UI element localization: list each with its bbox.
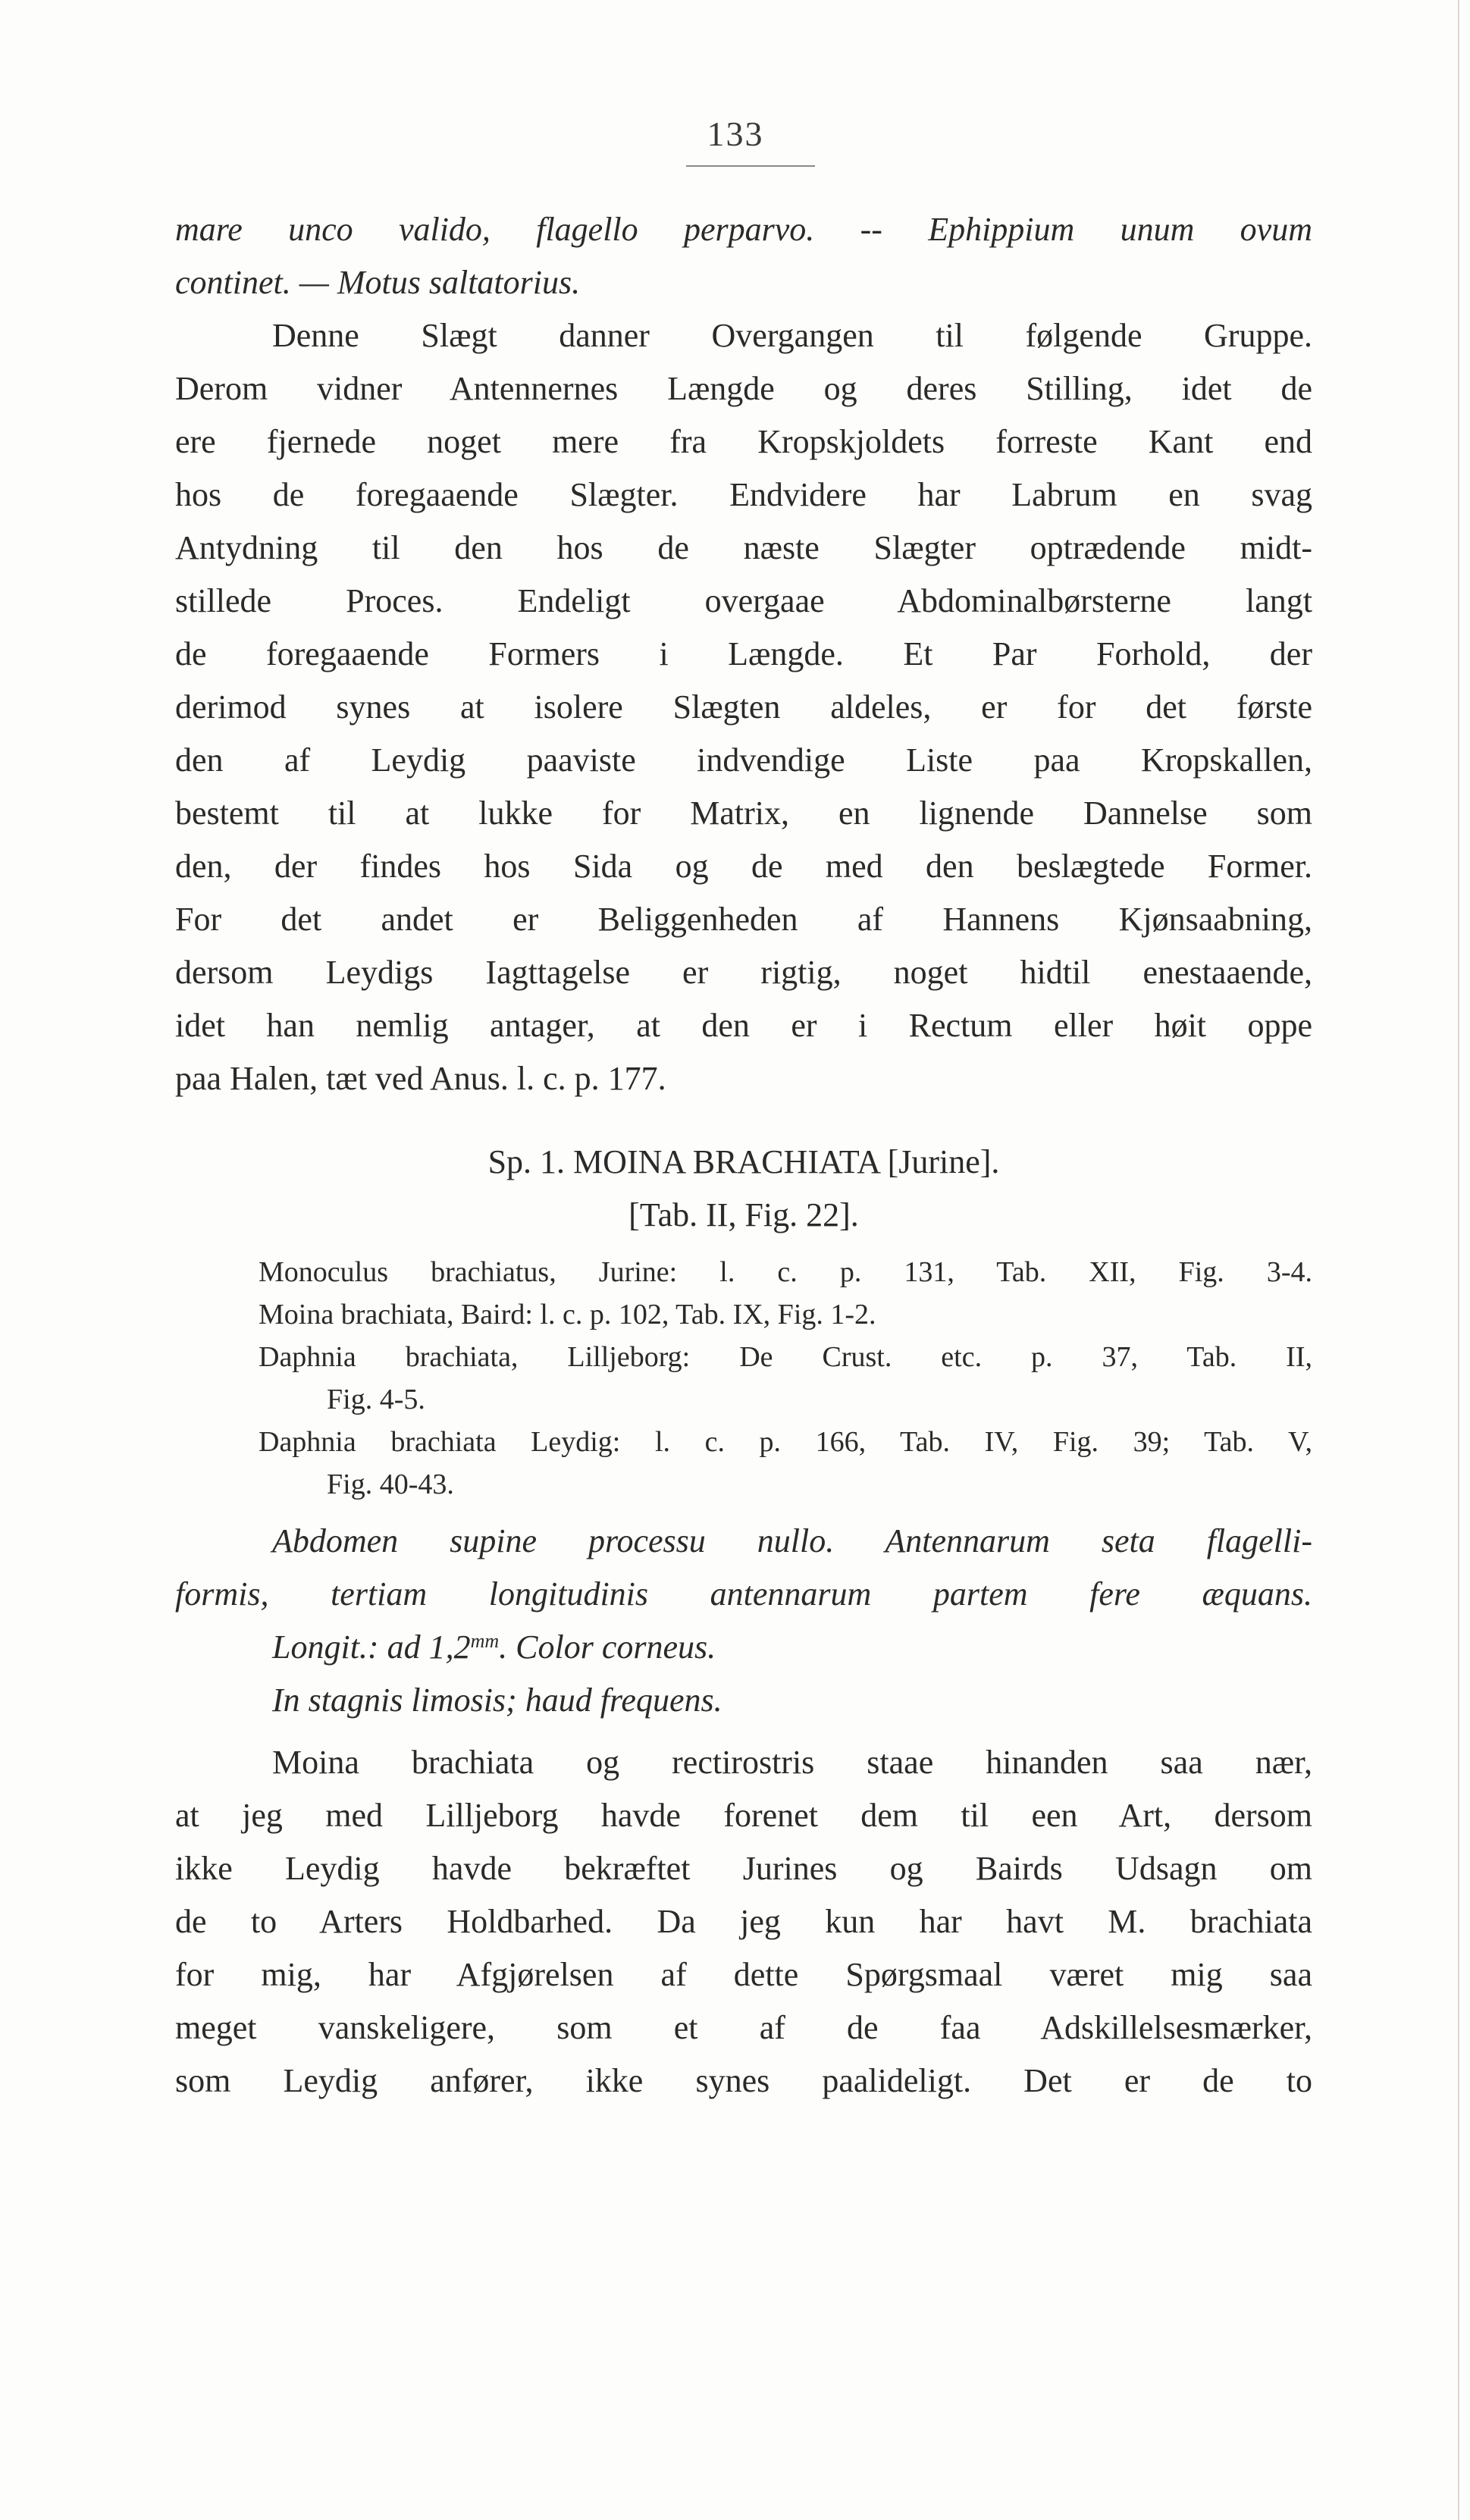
section-spacer [175,1506,1312,1515]
paragraph-line: dersom Leydigs Iagttagelse er rigtig, noget hidtil enestaaende, [175,954,1312,991]
page-content [175,203,1312,2108]
paragraph-line: derimod synes at isolere Slægten aldeles, er for det første [175,688,1312,726]
synonym-entry-continued: Fig. 40-43. [327,1468,454,1500]
length-suffix: . Color corneus. [499,1628,716,1666]
page-edge-shadow [1458,0,1459,2520]
paragraph-line: for mig, har Afgjørelsen af dette Spørgsmaal været mig saa [175,1956,1312,1993]
paragraph-line: Antydning til den hos de næste Slægter optrædende midt- [175,529,1312,566]
intro-line: mare unco valido, flagello perparvo. -- Ephippium unum ovum [175,211,1312,248]
species-tab-reference: [Tab. II, Fig. 22]. [628,1196,859,1233]
synonym-entry: Daphnia brachiata Leydig: l. c. p. 166, Tab. IV, Fig. 39; Tab. V, [259,1426,1312,1458]
length-prefix: Longit.: ad 1,2 [272,1628,471,1666]
paragraph-line: den, der findes hos Sida og de med den beslægtede Former. [175,848,1312,885]
paragraph-line: hos de foregaaende Slægter. Endvidere har Labrum en svag [175,476,1312,513]
synonym-entry-continued: Fig. 4-5. [327,1384,425,1415]
paragraph-line: Derom vidner Antennernes Længde og deres Stilling, idet de [175,370,1312,407]
section-spacer [175,1727,1312,1736]
paragraph-line: Denne Slægt danner Overgangen til følgende Gruppe. [272,317,1312,354]
section-spacer [175,1242,1312,1251]
paragraph-line: de to Arters Holdbarhed. Da jeg kun har havt M. brachiata [175,1903,1312,1940]
synonym-entry: Monoculus brachiatus, Jurine: l. c. p. 131, Tab. XII, Fig. 3-4. [259,1256,1312,1288]
paragraph-line: For det andet er Beliggenheden af Hannens Kjønsaabning, [175,901,1312,938]
paragraph-line: som Leydig anfører, ikke synes paalideligt. Det er de to [175,2062,1312,2099]
paragraph-line: meget vanskeligere, som et af de faa Adskillelsesmærker, [175,2009,1312,2046]
synonym-entry: Daphnia brachiata, Lilljeborg: De Crust. etc. p. 37, Tab. II, [259,1341,1312,1373]
diagnosis-habitat: In stagnis limosis; haud frequens. [272,1682,722,1719]
paragraph-line: paa Halen, tæt ved Anus. l. c. p. 177. [175,1060,666,1097]
section-spacer [175,1105,1312,1136]
paragraph-line: bestemt til at lukke for Matrix, en lignende Dannelse som [175,795,1312,832]
page-number-rule [686,165,815,167]
diagnosis-line: formis, tertiam longitudinis antennarum partem fere æquans. [175,1575,1312,1613]
paragraph-line: Moina brachiata og rectirostris staae hinanden saa nær, [272,1744,1312,1781]
paragraph-line: den af Leydig paaviste indvendige Liste paa Kropskallen, [175,741,1312,779]
paragraph-line: de foregaaende Formers i Længde. Et Par Forhold, der [175,635,1312,672]
intro-line: continet. — Motus saltatorius. [175,264,581,301]
diagnosis-length [175,1621,1312,1674]
paragraph-line: ere fjernede noget mere fra Kropskjoldets forreste Kant end [175,423,1312,460]
diagnosis-line: Abdomen supine processu nullo. Antennarum seta flagelli- [272,1522,1312,1559]
page-number: 133 [707,114,764,153]
paragraph-line: stillede Proces. Endeligt overgaae Abdominalbørsterne langt [175,582,1312,619]
paragraph-line: ikke Leydig havde bekræftet Jurines og Bairds Udsagn om [175,1850,1312,1887]
paragraph-line: idet han nemlig antager, at den er i Rectum eller høit oppe [175,1007,1312,1044]
length-unit: mm [470,1630,500,1652]
synonym-entry: Moina brachiata, Baird: l. c. p. 102, Tab. IX, Fig. 1-2. [259,1299,876,1331]
paragraph-line: at jeg med Lilljeborg havde forenet dem til een Art, dersom [175,1797,1312,1834]
species-heading: Sp. 1. MOINA BRACHIATA [Jurine]. [487,1143,1000,1180]
